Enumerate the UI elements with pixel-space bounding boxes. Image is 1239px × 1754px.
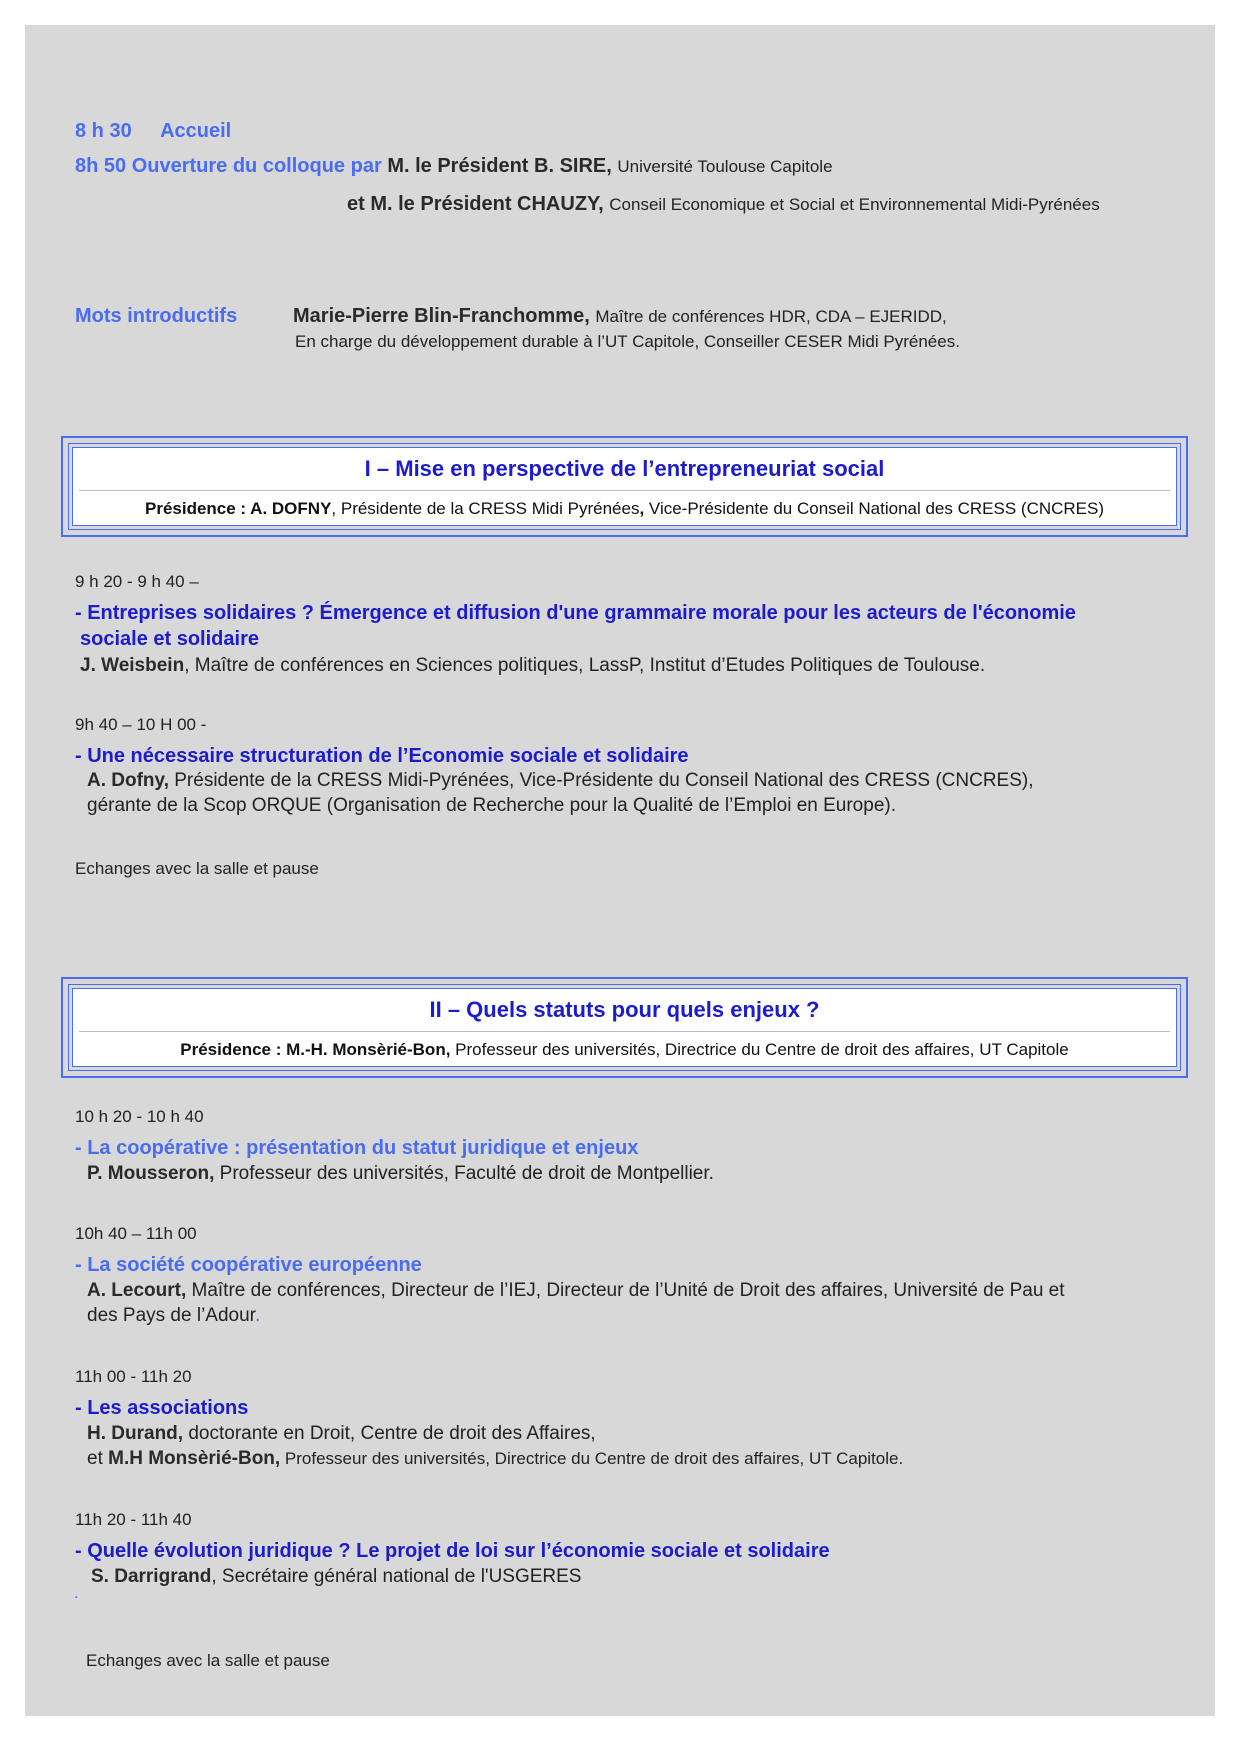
intro-affil1: Maître de conférences HDR, CDA – EJERIDD, xyxy=(595,307,947,326)
talk5-speaker2-line xyxy=(87,1448,903,1470)
talk3-speaker-line xyxy=(87,1163,714,1185)
talk5-speaker: H. Durand, xyxy=(87,1423,184,1444)
ouverture-line2 xyxy=(347,193,1100,216)
talk2-time: 9h 40 – 10 H 00 - xyxy=(75,715,207,734)
talk5-speaker-line xyxy=(87,1423,596,1445)
talk1-affil: , Maître de conférences en Sciences politiques, LassP, Institut d’Etudes Politiques de Toulouse. xyxy=(184,655,986,676)
accueil-line xyxy=(75,120,231,143)
section2-title: II – Quels statuts pour quels enjeux ? xyxy=(429,997,820,1022)
talk1-title-line2: sociale et solidaire xyxy=(80,628,259,650)
section1-divider xyxy=(79,490,1170,491)
intro-name: Marie-Pierre Blin-Franchomme, xyxy=(293,305,590,327)
section1-presidence-comma: , xyxy=(639,499,645,518)
talk3-affil: Professeur des universités, Faculté de droit de Montpellier. xyxy=(214,1163,714,1184)
talk3-title: - La coopérative : présentation du statut juridique et enjeux xyxy=(75,1137,639,1159)
ouverture-affil1: Université Toulouse Capitole xyxy=(617,157,833,176)
talk6-title: - Quelle évolution juridique ? Le projet de loi sur l’économie sociale et solidaire xyxy=(75,1540,830,1562)
talk5-speaker2: M.H Monsèrié-Bon, xyxy=(108,1448,281,1469)
talk4-speaker: A. Lecourt, xyxy=(87,1280,187,1301)
talk2-affil2: gérante de la Scop ORQUE (Organisation de Recherche pour la Qualité de l’Emploi en Europe). xyxy=(87,795,896,816)
talk4-title: - La société coopérative européenne xyxy=(75,1254,422,1276)
accueil-time: 8 h 30 xyxy=(75,120,132,142)
talk3-time: 10 h 20 - 10 h 40 xyxy=(75,1107,204,1126)
section1-box xyxy=(61,436,1188,537)
section1-presidence-label: Présidence : A. DOFNY xyxy=(144,499,332,518)
talk2-title: - Une nécessaire structuration de l’Economie sociale et solidaire xyxy=(75,745,689,767)
talk6-speaker-line xyxy=(91,1566,581,1588)
talk6-dot: . xyxy=(74,1585,79,1602)
section2-break: Echanges avec la salle et pause xyxy=(86,1651,330,1670)
talk6-speaker: S. Darrigrand xyxy=(91,1566,212,1587)
section1-presidence xyxy=(73,499,1176,519)
talk5-affil2: Professeur des universités, Directrice du Centre de droit des affaires, UT Capitole. xyxy=(280,1449,904,1468)
talk5-time: 11h 00 - 11h 20 xyxy=(75,1367,192,1386)
talk1-title-line1: - Entreprises solidaires ? Émergence et diffusion d'une grammaire morale pour les acteurs de l'économie xyxy=(75,602,1076,624)
intro-affil2: En charge du développement durable à l’UT Capitole, Conseiller CESER Midi Pyrénées. xyxy=(295,332,960,351)
section2-presidence-text: Professeur des universités, Directrice du Centre de droit des affaires, UT Capitole xyxy=(450,1040,1069,1059)
talk1-time: 9 h 20 - 9 h 40 – xyxy=(75,572,199,591)
talk2-speaker: A. Dofny, xyxy=(87,770,169,791)
ouverture-line xyxy=(75,155,833,178)
ouverture-and: et M. le Président CHAUZY, xyxy=(347,193,604,215)
talk2-affil: Présidente de la CRESS Midi-Pyrénées, Vice-Présidente du Conseil National des CRESS (CNCRES), xyxy=(168,770,1034,791)
talk4-speaker-line xyxy=(87,1280,1065,1302)
section1-title: I – Mise en perspective de l’entrepreneuriat social xyxy=(364,456,885,481)
section1-break: Echanges avec la salle et pause xyxy=(75,859,319,878)
ouverture-prefix: 8h 50 Ouverture du colloque par xyxy=(75,155,382,177)
talk1-speaker: J. Weisbein xyxy=(80,655,185,676)
ouverture-affil2: Conseil Economique et Social et Environnemental Midi-Pyrénées xyxy=(609,195,1100,214)
accueil-label: Accueil xyxy=(160,120,232,142)
section2-presidence xyxy=(73,1040,1176,1060)
talk4-affil2-line xyxy=(87,1305,260,1327)
section1-presidence-text1: , Présidente de la CRESS Midi Pyrénées xyxy=(331,499,640,518)
talk3-speaker: P. Mousseron, xyxy=(87,1163,215,1184)
section2-divider xyxy=(79,1031,1170,1032)
intro-label: Mots introductifs xyxy=(75,305,238,327)
talk4-affil: Maître de conférences, Directeur de l’IEJ, Directeur de l’Unité de Droit des affaires, Université de Pau et xyxy=(186,1280,1065,1301)
section2-presidence-label: Présidence : M.-H. Monsèrié-Bon, xyxy=(180,1040,451,1059)
talk5-affil: doctorante en Droit, Centre de droit des Affaires, xyxy=(183,1423,596,1444)
section2-box xyxy=(61,977,1188,1078)
intro-line1 xyxy=(293,305,947,328)
talk5-speaker2-prefix: et xyxy=(87,1448,109,1469)
talk6-affil: , Secrétaire général national de l'USGERES xyxy=(211,1566,582,1587)
talk6-time: 11h 20 - 11h 40 xyxy=(75,1510,192,1529)
talk1-speaker-line xyxy=(80,655,985,677)
talk4-affil2-end: . xyxy=(254,1305,261,1326)
ouverture-name1: M. le Président B. SIRE, xyxy=(387,155,612,177)
program-page xyxy=(25,25,1215,1716)
talk4-affil2: des Pays de l’Adour xyxy=(87,1305,255,1326)
talk4-time: 10h 40 – 11h 00 xyxy=(75,1224,197,1243)
talk5-title: - Les associations xyxy=(75,1397,249,1419)
section1-presidence-text2: Vice-Présidente du Conseil National des CRESS (CNCRES) xyxy=(644,499,1105,518)
talk2-speaker-line xyxy=(87,770,1034,792)
